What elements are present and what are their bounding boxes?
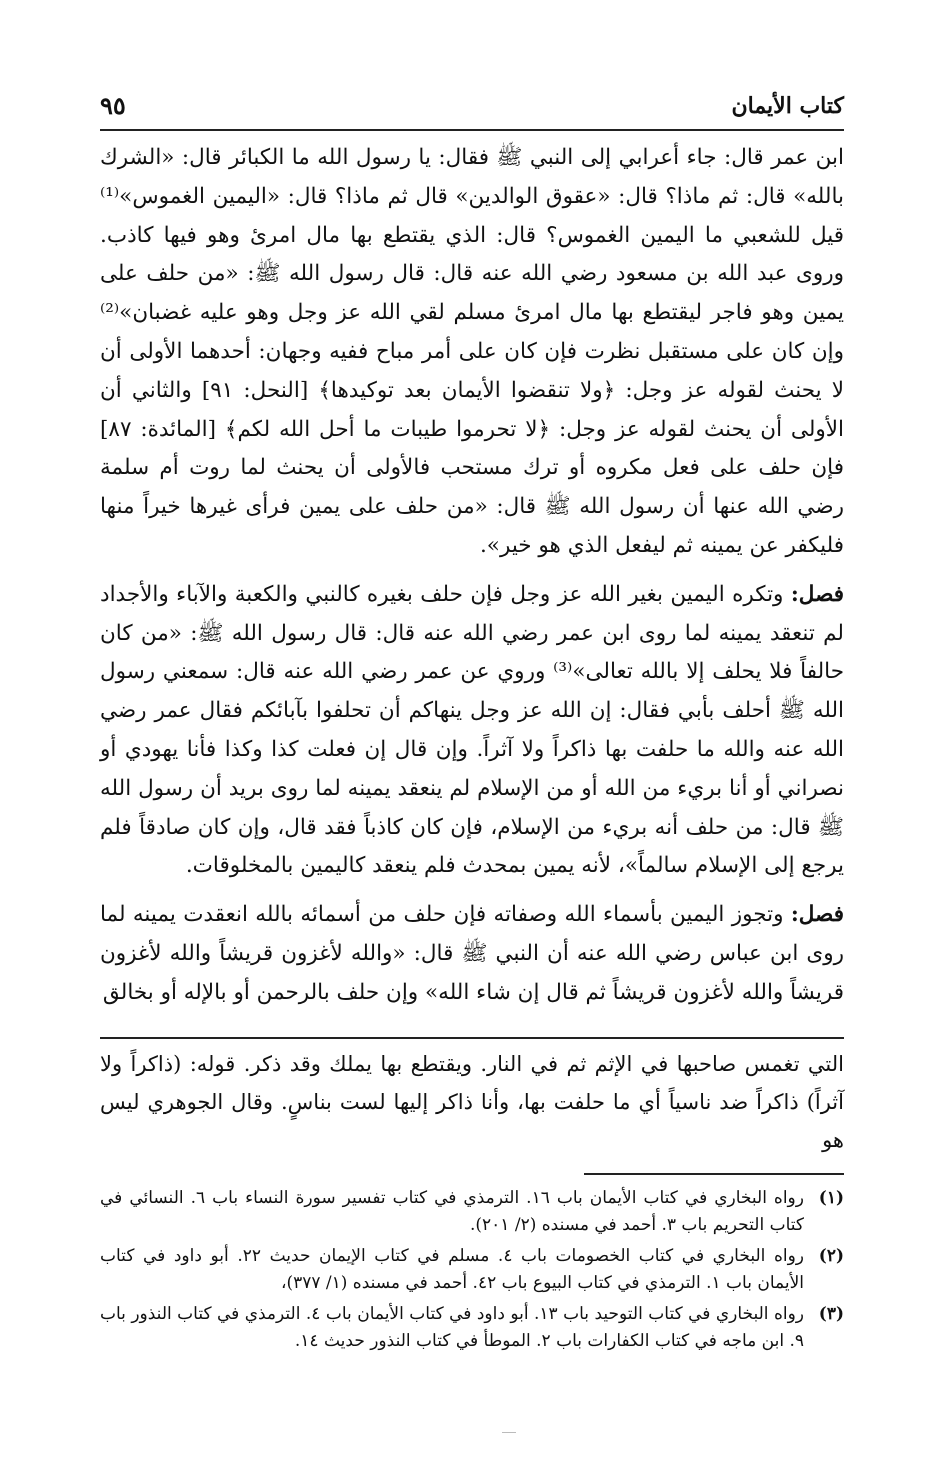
footnote-text: رواه البخاري في كتاب الأيمان باب ١٦. الترمذي في كتاب تفسير سورة النساء باب ٦. النسائي في كتاب التحريم باب ٣. أحمد في مسنده (٢/ ٢٠١). bbox=[100, 1187, 804, 1235]
footnote-text: رواه البخاري في كتاب الخصومات باب ٤. مسلم في كتاب الإيمان حديث ٢٢. أبو داود في كتاب الأيمان باب ١. الترمذي في كتاب البيوع باب ٤٢. أحمد في مسنده (١/ ٣٧٧)، bbox=[100, 1245, 804, 1293]
paragraph-2 bbox=[100, 576, 844, 886]
chapter-title: كتاب الأيمان bbox=[731, 93, 844, 119]
footnote-number: (١) bbox=[818, 1187, 844, 1208]
scan-mark bbox=[502, 1432, 516, 1433]
footnote-number: (٢) bbox=[818, 1245, 844, 1266]
section-lead: فصل: bbox=[790, 581, 844, 607]
footnotes bbox=[100, 1185, 844, 1355]
footnote-number: (٣) bbox=[818, 1303, 844, 1324]
commentary-divider bbox=[100, 1037, 844, 1039]
main-text bbox=[100, 139, 844, 1013]
footnote-text: رواه البخاري في كتاب التوحيد باب ١٣. أبو داود في كتاب الأيمان باب ٤. الترمذي في كتاب النذور باب ٩. ابن ماجه في كتاب الكفارات باب ٢. الموطأ في كتاب النذور حديث ١٤. bbox=[100, 1303, 805, 1351]
page-number: ٩٥ bbox=[100, 91, 126, 120]
paragraph-1: ابن عمر قال: جاء أعرابي إلى النبي ﷺ فقال: يا رسول الله ما الكبائر قال: «الشرك بالله» قال: ثم ماذا؟ قال: «عقوق الوالدين» قال ثم ماذا؟ قال: «اليمين الغموس»⁽¹⁾ قيل للشعبي ما اليمين الغموس؟ قال: الذي يقتطع بها مال امرئ وهو فيها كاذب. وروى عبد الله بن مسعود رضي الله عنه قال: قال رسول الله ﷺ: «من حلف على يمين وهو فاجر ليقتطع بها مال امرئ مسلم لقي الله عز وجل وهو عليه غضبان»⁽²⁾ وإن كان على مستقبل نظرت فإن كان على أمر مباح ففيه وجهان: أحدهما الأولى أن لا يحنث لقوله عز وجل: ﴿ولا تنقضوا الأيمان بعد توكيدها﴾ [النحل: ٩١] والثاني أن الأولى أن يحنث لقوله عز وجل: ﴿لا تحرموا طيبات ما أحل الله لكم﴾ [المائدة: ٨٧] فإن حلف على فعل مكروه أو ترك مستحب فالأولى أن يحنث لما روت أم سلمة رضي الله عنها أن رسول الله ﷺ قال: «من حلف على يمين فرأى غيرها خيراً منها فليكفر عن يمينه ثم ليفعل الذي هو خير». bbox=[100, 145, 844, 558]
footnote-3 bbox=[100, 1301, 844, 1355]
paragraph-3-text: وتجوز اليمين بأسماء الله وصفاته فإن حلف من أسمائه بالله انعقدت يمينه لما روى ابن عباس رضي الله عنه أن النبي ﷺ قال: «والله لأغزون قريشاً والله لأغزون قريشاً والله لأغزون قريشاً ثم قال إن شاء الله» وإن حلف بالرحمن أو بالإله أو بخالق bbox=[100, 902, 844, 1005]
footnote-divider bbox=[584, 1173, 844, 1175]
page-header bbox=[100, 85, 844, 131]
paragraph-3 bbox=[100, 896, 844, 1012]
section-lead: فصل: bbox=[790, 902, 844, 928]
book-page bbox=[100, 85, 844, 1359]
paragraph-2-text: وتكره اليمين بغير الله عز وجل فإن حلف بغيره كالنبي والكعبة والآباء والأجداد لم تنعقد يمينه لما روى ابن عمر رضي الله عنه قال: قال رسول الله ﷺ: «من كان حالفاً فلا يحلف إلا بالله تعالى»⁽³⁾ وروي عن عمر رضي الله عنه قال: سمعني رسول الله ﷺ أحلف بأبي فقال: إن الله عز وجل ينهاكم أن تحلفوا بآبائكم فقال عمر رضي الله عنه والله ما حلفت بها ذاكراً ولا آثراً. وإن قال إن فعلت كذا وكذا فأنا يهودي أو نصراني أو أنا بريء من الله أو من الإسلام لم ينعقد يمينه لما روى بريد أن رسول الله ﷺ قال: من حلف أنه بريء من الإسلام، فإن كان كاذباً فقد قال، وإن كان صادقاً فلم يرجع إلى الإسلام سالماً»، لأنه يمين بمحدث فلم ينعقد كاليمين بالمخلوقات. bbox=[100, 581, 844, 879]
footnote-2 bbox=[100, 1243, 844, 1297]
commentary-paragraph: التي تغمس صاحبها في الإثم ثم في النار. ويقتطع بها يملك وقد ذكر. قوله: (ذاكراً ولا آثراً) ذاكراً ضد ناسياً أي ما حلفت بها، وأنا ذاكر إليها لست بناسٍ. وقال الجوهري ليس هو bbox=[100, 1051, 844, 1152]
commentary-text bbox=[100, 1045, 844, 1159]
footnote-1 bbox=[100, 1185, 844, 1239]
